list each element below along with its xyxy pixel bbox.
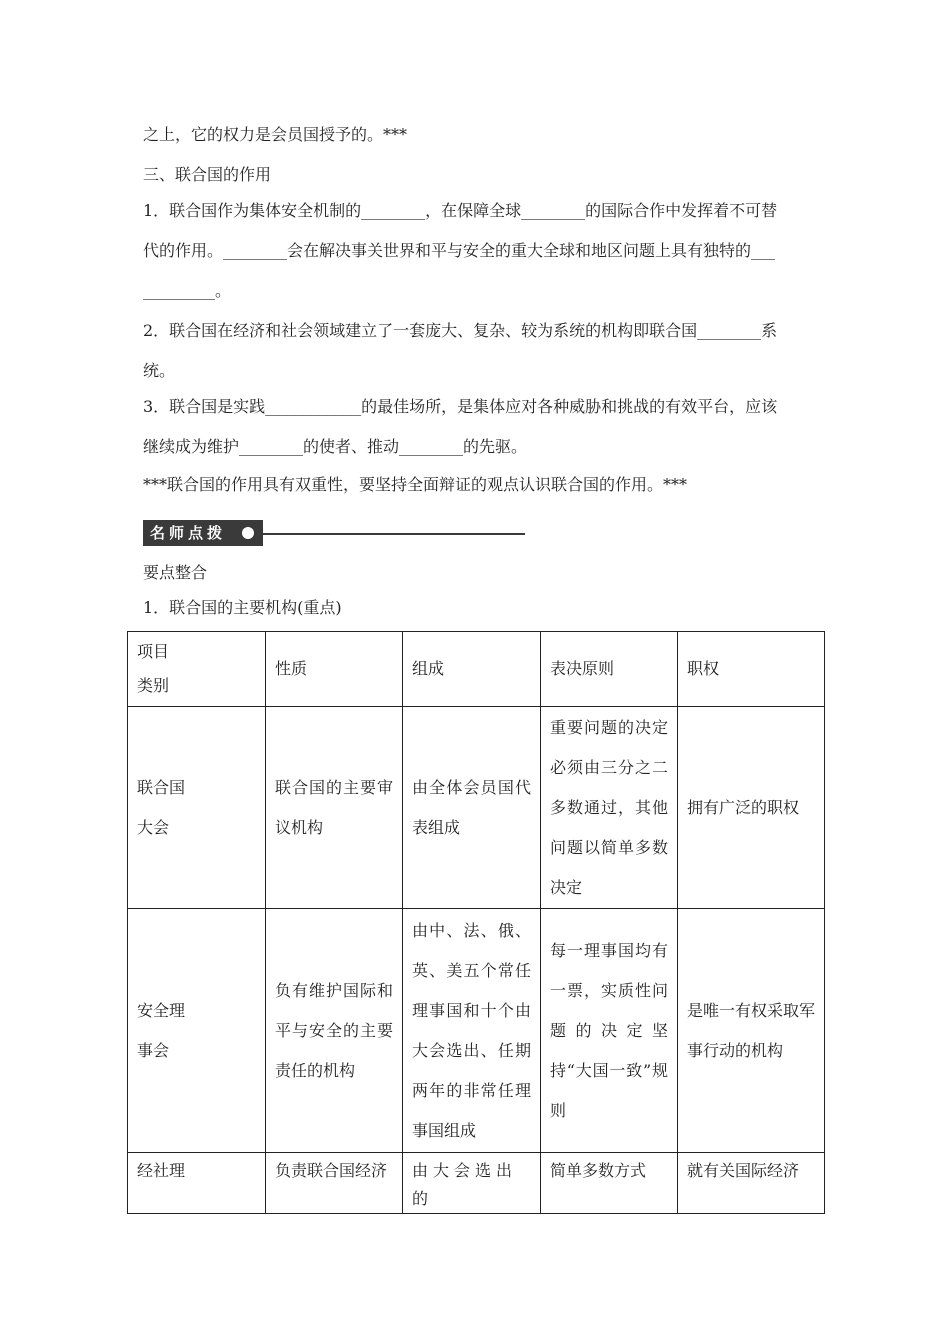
- category-line: 事会: [137, 1040, 170, 1060]
- tips-banner-label: 名师点拨: [143, 520, 263, 546]
- header-voting: 表决原则: [541, 632, 678, 707]
- role-item-3-line-2: 继续成为维护________的使者、推动________的先驱。: [143, 437, 528, 456]
- nature-cell: 负有维护国际和平与安全的主要责任的机构: [266, 909, 403, 1153]
- category-line: 大会: [137, 817, 170, 837]
- powers-cell: 拥有广泛的职权: [678, 707, 825, 909]
- role-item-3-line-1: 3．联合国是实践____________的最佳场所，是集体应对各种威胁和挑战的有效平台，应该: [143, 397, 778, 416]
- composition-cell: 由全体会员国代表组成: [403, 707, 541, 909]
- table-header-row: [128, 632, 825, 707]
- header-powers: 职权: [678, 632, 825, 707]
- nature-cell: 联合国的主要审议机构: [266, 707, 403, 909]
- category-cell: [128, 707, 266, 909]
- bullet-dot-icon: [242, 527, 254, 539]
- voting-cell: 简单多数方式: [541, 1153, 678, 1214]
- category-cell: 经社理: [128, 1153, 266, 1214]
- table-row: [128, 707, 825, 909]
- voting-cell: 重要问题的决定必须由三分之二多数通过，其他问题以简单多数决定: [541, 707, 678, 909]
- nature-cell: 负责联合国经济: [266, 1153, 403, 1214]
- header-composition: 组成: [403, 632, 541, 707]
- paragraph-continuation: 之上，它的权力是会员国授予的。***: [143, 125, 408, 144]
- composition-cell: 由中、法、俄、英、美五个常任理事国和十个由大会选出、任期两年的非常任理事国组成: [403, 909, 541, 1153]
- role-item-1-line-1: 1．联合国作为集体安全机制的________，在保障全球________的国际合作中发挥着不可替: [143, 201, 778, 220]
- main-organs-table: [127, 631, 825, 1214]
- header-nature: 性质: [266, 632, 403, 707]
- role-item-1-line-3: _________。: [143, 281, 232, 300]
- role-item-2-line-1: 2．联合国在经济和社会领域建立了一套庞大、复杂、较为系统的机构即联合国________系: [143, 321, 778, 340]
- role-item-1-line-2: 代的作用。________会在解决事关世界和平与安全的重大全球和地区问题上具有独特的___: [143, 241, 776, 260]
- banner-divider: [263, 533, 525, 535]
- category-line: 联合国: [137, 777, 186, 797]
- role-note: ***联合国的作用具有双重性，要坚持全面辩证的观点认识联合国的作用。***: [143, 475, 688, 494]
- header-item-label: 项目: [137, 642, 170, 661]
- key-points-heading: 要点整合: [143, 563, 208, 582]
- header-category-label: 类别: [137, 676, 170, 695]
- table-row: [128, 1153, 825, 1214]
- section-title-un-role: 三、联合国的作用: [143, 165, 272, 184]
- powers-cell: 是唯一有权采取军事行动的机构: [678, 909, 825, 1153]
- main-organs-heading: 1．联合国的主要机构(重点): [143, 598, 342, 617]
- category-line: 安全理: [137, 1000, 186, 1020]
- composition-cell: 由大会选出的: [403, 1153, 541, 1214]
- powers-cell: 就有关国际经济: [678, 1153, 825, 1214]
- category-cell: [128, 909, 266, 1153]
- role-item-2-line-2: 统。: [143, 361, 176, 380]
- header-corner-cell: [128, 632, 266, 707]
- voting-cell: 每一理事国均有一票，实质性问题的决定坚持“大国一致”规则: [541, 909, 678, 1153]
- tips-banner: [143, 520, 525, 546]
- table-row: [128, 909, 825, 1153]
